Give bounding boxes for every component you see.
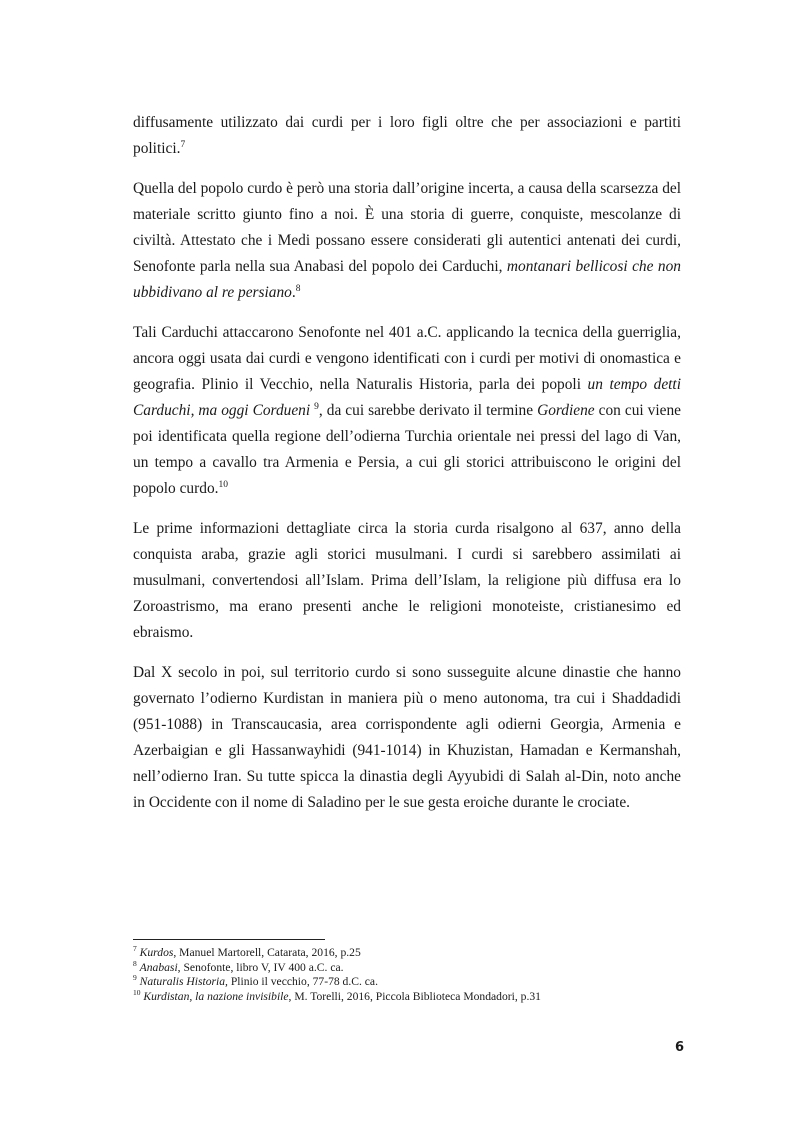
paragraph-2-end: . (291, 284, 296, 301)
paragraph-1-text: diffusamente utilizzato dai curdi per i loro figli oltre che per associazioni e partiti politici. (133, 114, 681, 157)
footnote-title: Kurdistan, la nazione invisibile (143, 989, 289, 1003)
footnote-title: Naturalis Historia, (139, 975, 228, 988)
footnote-text: , Senofonte, libro V, IV 400 a.C. ca. (177, 960, 344, 974)
footnote-ref-8[interactable]: 8 (295, 283, 301, 294)
paragraph-5 (133, 660, 681, 816)
paragraph-3-text-a: Tali Carduchi attaccarono Senofonte nel 401 a.C. applicando la tecnica della guerriglia, ancora oggi usata dai curdi e vengono identificati con i curdi per motivi di onomastica e geografia. Plinio il Vecchio, nella Naturalis Historia, parla dei popoli (133, 324, 681, 393)
footnote-10 (133, 987, 693, 1005)
paragraph-3 (133, 320, 681, 502)
paragraph-4-text: Le prime informazioni dettagliate circa la storia curda risalgono al 637, anno della conquista araba, grazie agli storici musulmani. I curdi si sarebbero assimilati ai musulmani, convertendosi all’Islam. Prima dell’Islam, la religione più diffusa era lo Zoroastrismo, ma erano presenti anche le religioni monoteiste, cristianesimo ed ebraismo. (133, 520, 681, 641)
footnote-9 (133, 975, 693, 990)
body-text (133, 110, 681, 830)
paragraph-5-text: Dal X secolo in poi, sul territorio curdo si sono susseguite alcune dinastie che hanno governato l’odierno Kurdistan in maniera più o meno autonoma, tra cui i Shaddadidi (951-1088) in Transcaucasia, area corrispondente agli odierni Georgia, Armenia e Azerbaigian e gli Hassanwayhidi (941-1014) in Khuzistan, Hamadan e Kermanshah, nell’odierno Iran. Su tutte spicca la dinastia degli Ayyubidi di Salah al-Din, noto anche in Occidente con il nome di Saladino per le sue gesta eroiche durante le crociate. (133, 664, 681, 811)
paragraph-2 (133, 176, 681, 306)
footnote-ref-9[interactable]: 9 (314, 401, 319, 412)
footnote-text: Plinio il vecchio, 77-78 d.C. ca. (227, 975, 378, 988)
paragraph-4 (133, 516, 681, 646)
paragraph-3-text-c: con cui viene poi identificata quella regione dell’odierna Turchia orientale nei pressi del lago di Van, un tempo a cavallo tra Armenia e Persia, a cui gli storici attribuiscono le origini del popolo curdo. (133, 402, 681, 497)
paragraph-1 (133, 110, 681, 162)
paragraph-2-quote: montanari bellicosi che non ubbidivano al re persiano (133, 258, 681, 301)
footnote-number: 10 (133, 987, 141, 997)
paragraph-2-text: Quella del popolo curdo è però una storia dall’origine incerta, a causa della scarsezza del materiale scritto giunto fino a noi. È una storia di guerre, conquiste, mescolanze di civiltà. Attestato che i Medi possano essere considerati gli autentici antenati dei curdi, Senofonte parla nella sua Anabasi del popolo dei Carduchi, (133, 180, 681, 275)
footnote-title: Kurdos (139, 946, 174, 959)
page-number: 6 (674, 1040, 684, 1055)
footnote-text: , Manuel Martorell, Catarata, 2016, p.25 (173, 946, 361, 959)
footnote-number: 8 (133, 958, 137, 968)
footnote-title: Anabasi (139, 960, 178, 974)
paragraph-3-quote: un tempo detti Carduchi, ma oggi Cordueni (133, 376, 681, 419)
footnote-number: 7 (133, 944, 137, 954)
footnote-8 (133, 958, 693, 976)
footnotes (133, 946, 693, 1004)
footnote-ref-7[interactable]: 7 (180, 139, 186, 150)
footnote-text: , M. Torelli, 2016, Piccola Biblioteca Mondadori, p.31 (288, 989, 541, 1003)
footnote-separator (133, 939, 325, 940)
paragraph-3-term: Gordiene (537, 402, 595, 419)
paragraph-3-text-b: , da cui sarebbe derivato il termine (318, 402, 538, 419)
footnote-ref-10[interactable]: 10 (218, 479, 228, 490)
footnote-number: 9 (133, 973, 137, 983)
footnote-7 (133, 946, 693, 961)
